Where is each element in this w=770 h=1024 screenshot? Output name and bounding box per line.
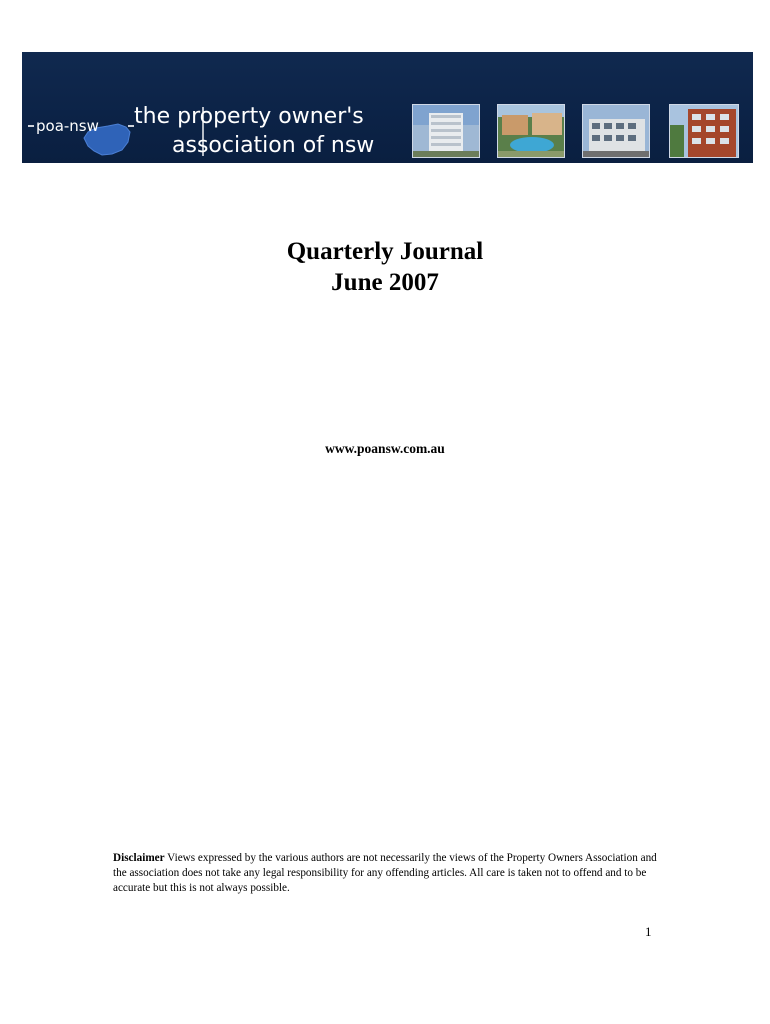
brick-apartment-photo	[669, 104, 739, 158]
website-url: www.poansw.com.au	[325, 441, 445, 456]
title-line-2: June 2007	[331, 269, 439, 296]
header-banner	[22, 52, 753, 163]
title-line-1: Quarterly Journal	[286, 238, 484, 265]
logo-abbrev-text: poa-nsw	[36, 117, 99, 135]
disclaimer-label: Disclaimer	[113, 852, 165, 864]
logo-line1-text: the property owner's	[134, 104, 364, 129]
apartment-tower-photo	[412, 104, 480, 158]
page-number: 1	[645, 924, 652, 939]
journal-title	[0, 236, 770, 298]
disclaimer-paragraph	[113, 851, 658, 896]
logo-line2-text: association of nsw	[172, 133, 375, 158]
disclaimer-text: Views expressed by the various authors are not necessarily the views of the Property Owners Association and the association does not take any legal responsibility for any offending articles. All care is taken not to offend and to be accurate but this is not always possible.	[113, 852, 657, 894]
resort-pool-photo	[497, 104, 565, 158]
modern-apartment-photo	[582, 104, 650, 158]
